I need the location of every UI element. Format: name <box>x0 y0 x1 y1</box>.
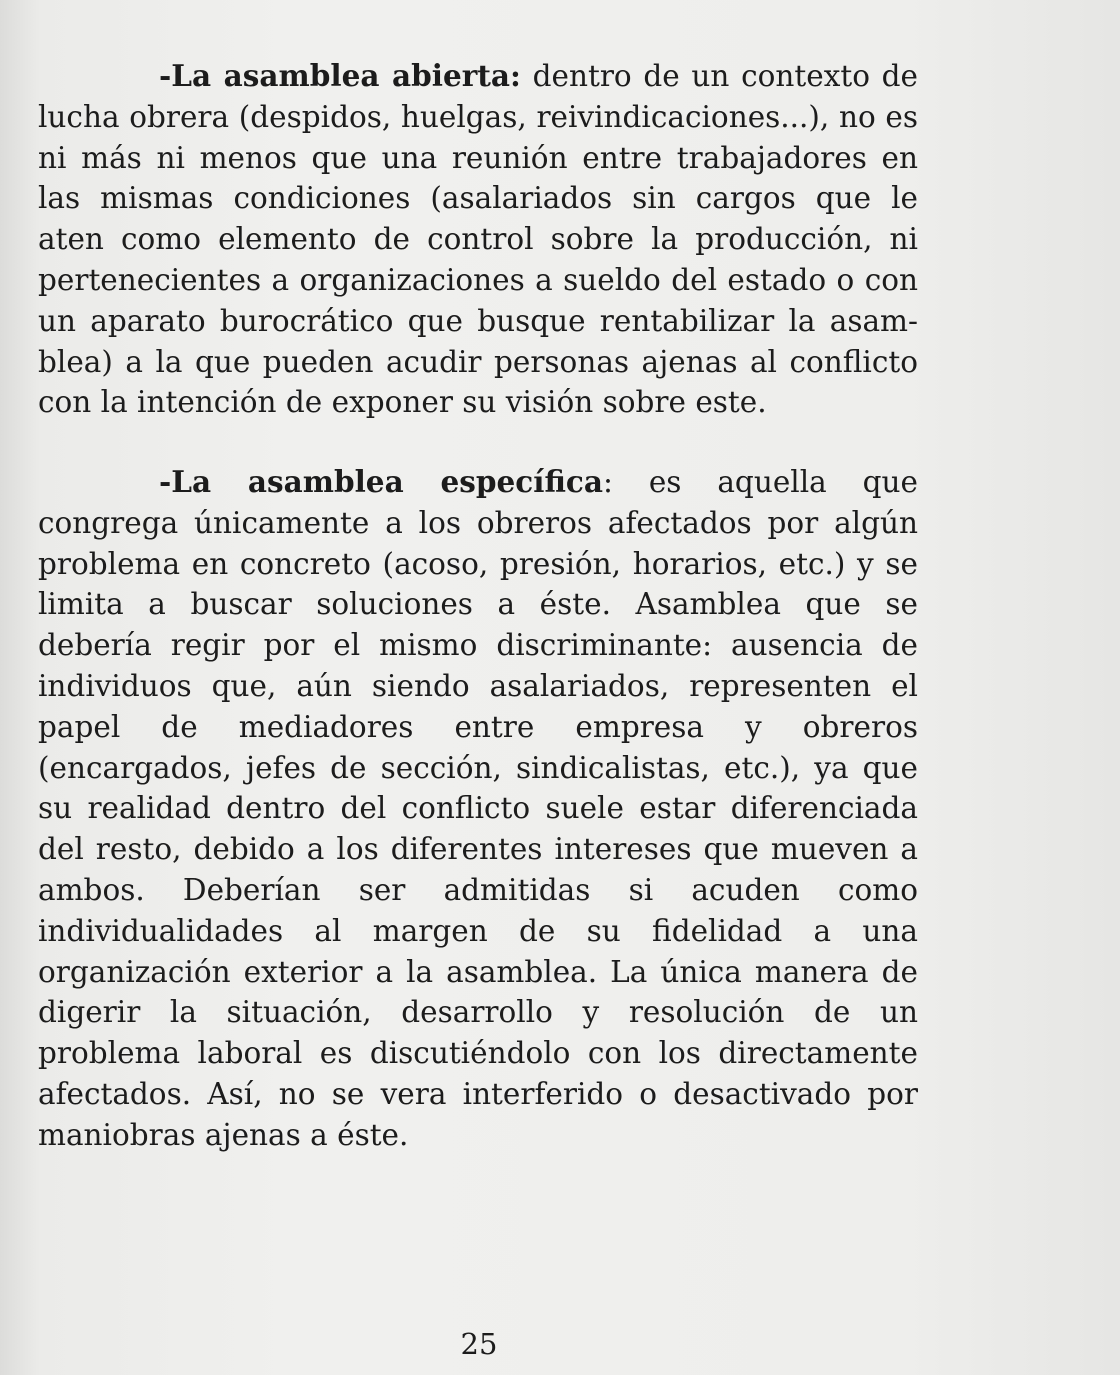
paragraph-lead-term: -La asamblea específica <box>159 464 603 499</box>
page-number: 25 <box>460 1327 498 1361</box>
paragraph-lead-term: -La asamblea abierta: <box>159 58 521 93</box>
paragraph-body: dentro de un contexto de lucha obrera (despidos, huelgas, reivindicaciones...), no es ni más ni menos que una reunión entre trabajadores en las mismas condiciones (asalariados sin cargos que le aten como elemento de control sobre la producción, ni pertenecientes a organizaciones a sueldo del estado o con un aparato burocrático que busque rentabilizar la asamblea) a la que pueden acudir personas ajenas al conflicto con la intención de exponer su visión sobre este. <box>38 59 918 420</box>
paragraph-body: : es aquella que congrega únicamente a los obreros afectados por algún problema en concreto (acoso, presión, horarios, etc.) y se limita a buscar soluciones a éste. Asamblea que se debería regir por el mismo discriminante: ausencia de individuos que, aún siendo asalariados, representen el papel de mediadores entre empresa y obreros (encargados, jefes de sección, sindicalistas, etc.), ya que su realidad dentro del conflicto suele estar diferenciada del resto, debido a los diferentes intereses que mueven a ambos. Deberían ser admitidas si acuden como individualidades al margen de su fidelidad a una organización exterior a la asamblea. La única manera de digerir la situación, desarrollo y resolución de un problema laboral es discutiéndolo con los directamente afectados. Así, no se vera interferido o desactivado por maniobras ajenas a éste. <box>38 465 918 1152</box>
paragraph-text <box>38 56 918 423</box>
paragraph-asamblea-especifica <box>38 462 918 1156</box>
paragraph-text <box>38 462 918 1156</box>
paragraph-asamblea-abierta <box>38 56 918 423</box>
